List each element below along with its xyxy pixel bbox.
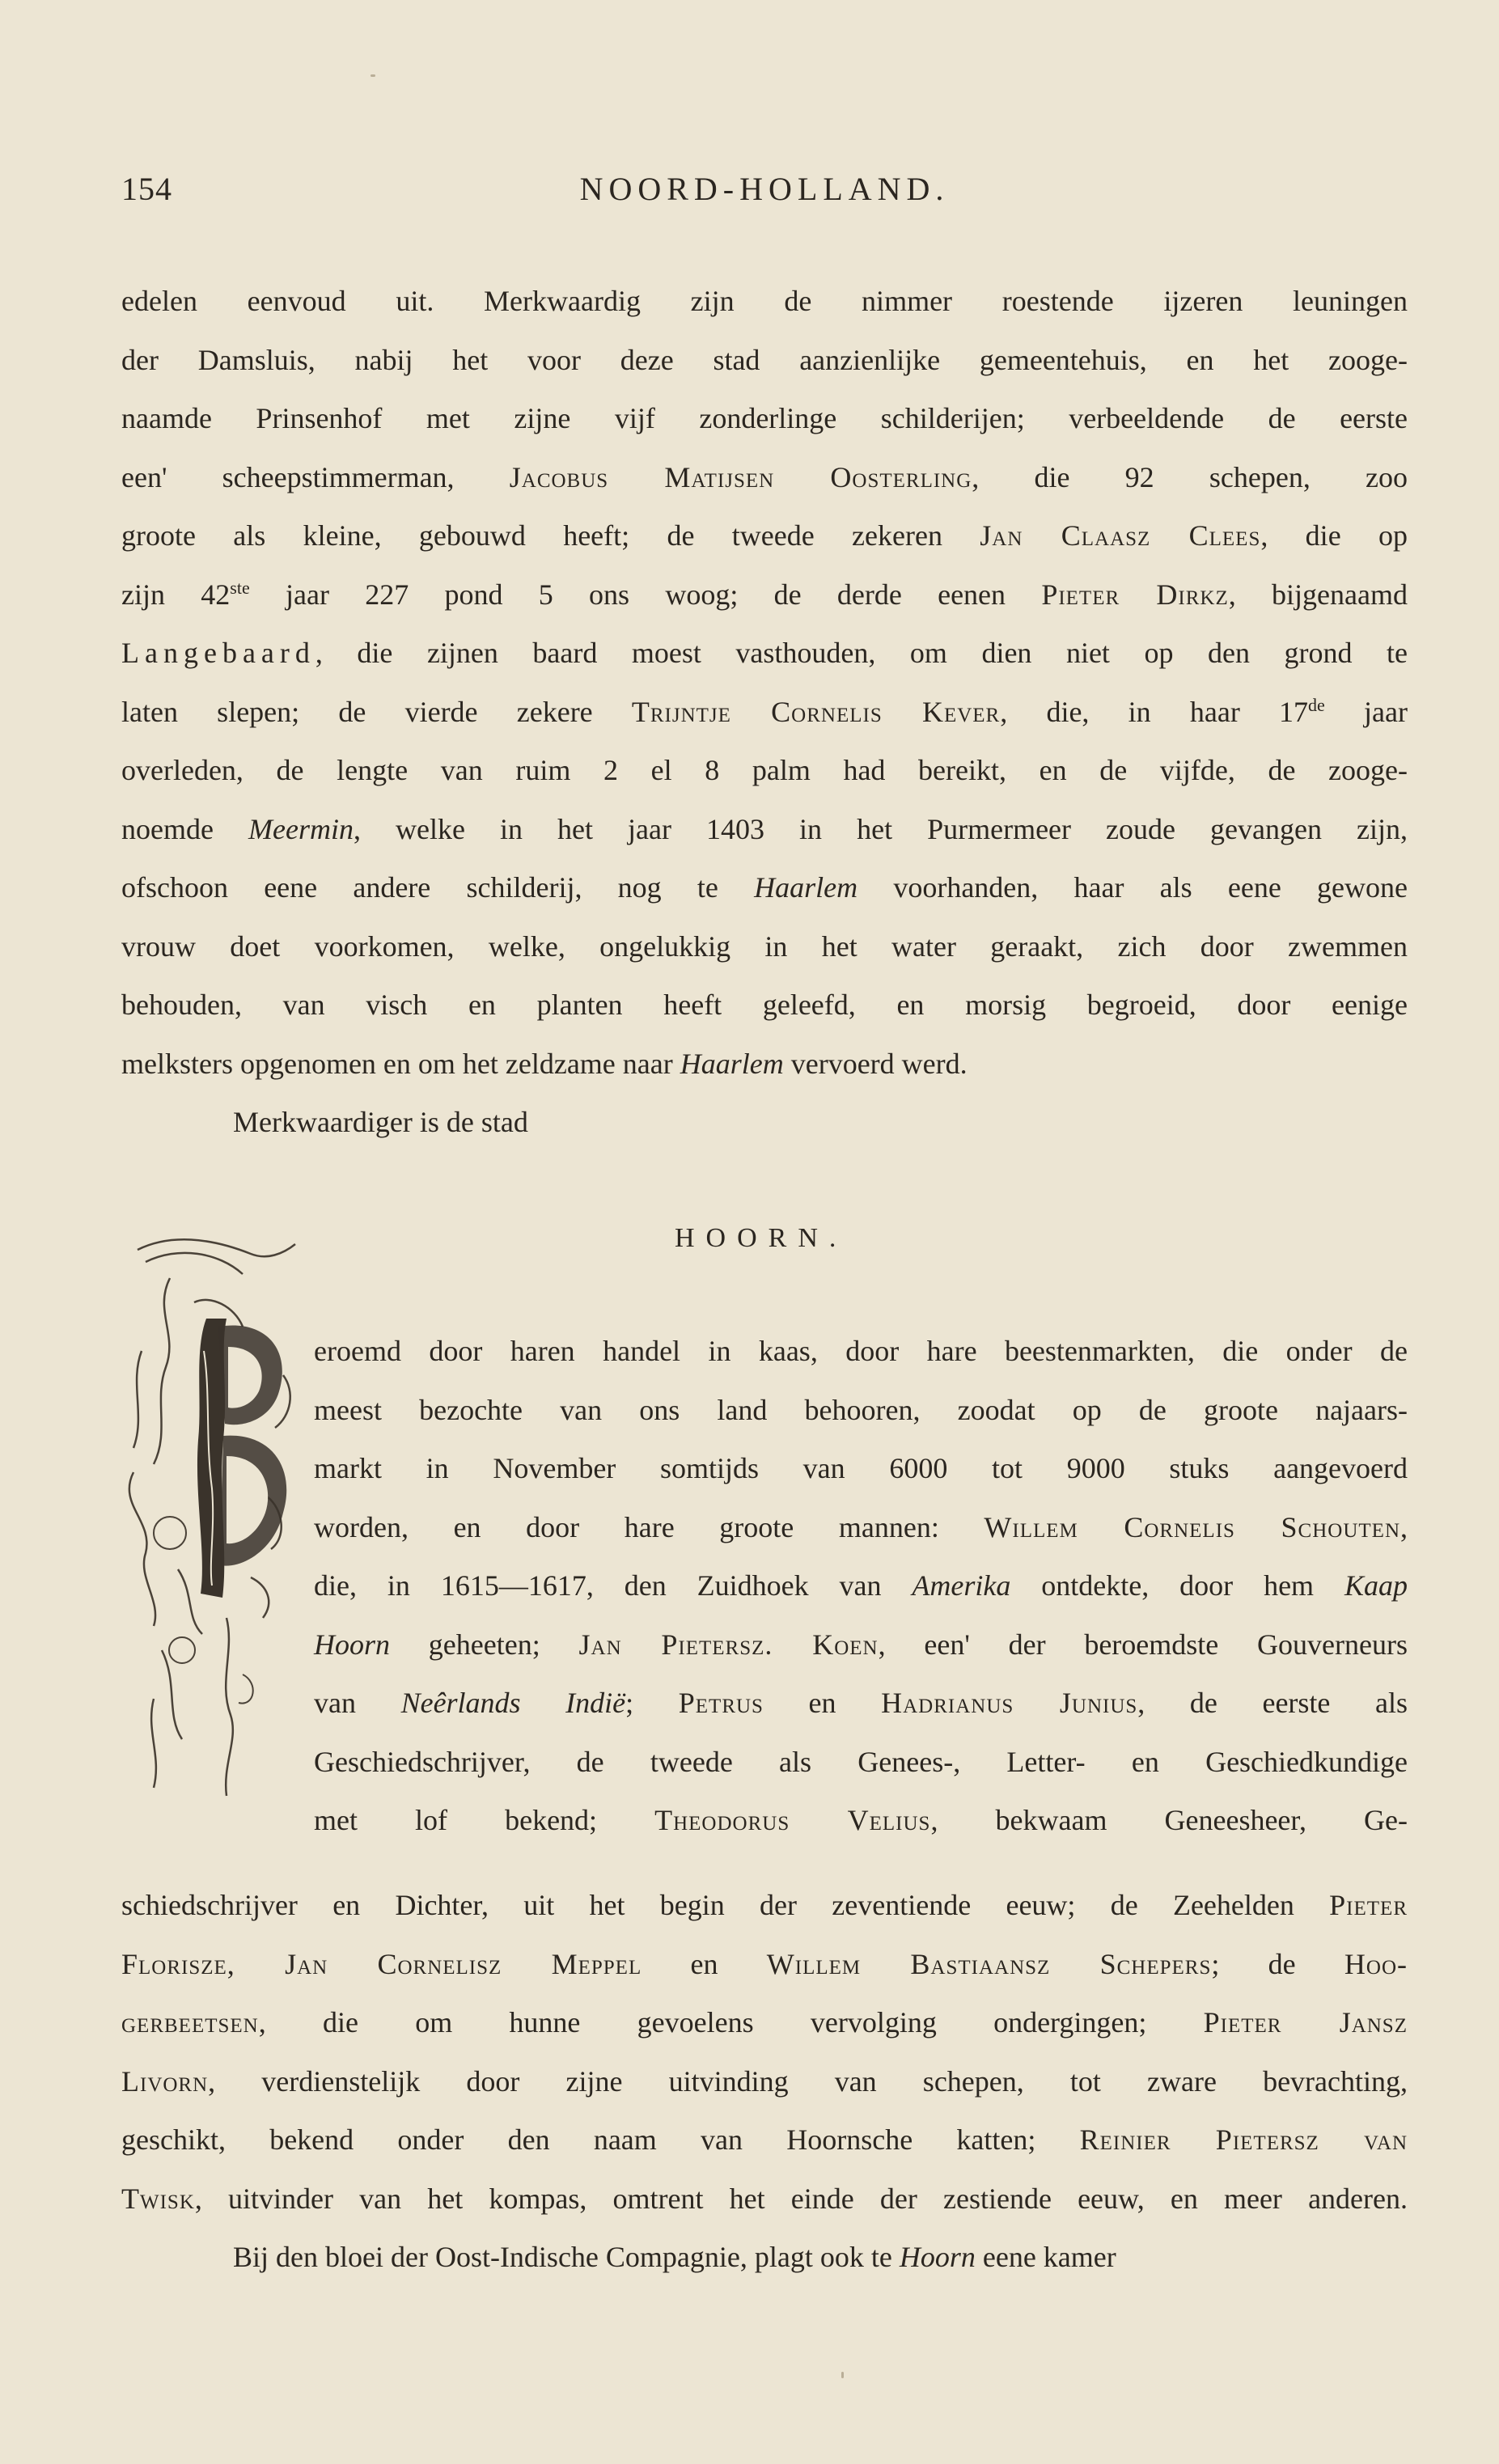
text-line: Twisk, uitvinder van het kompas, omtrent het einde der zestiende eeuw, en meer anderen. [121, 2182, 1408, 2215]
paper-speck [371, 74, 375, 77]
person-name: Pieter Dirkz [1041, 578, 1229, 611]
text-line: naamde Prinsenhof met zijne vijf zonderlinge schilderijen; verbeeldende de eerste [121, 402, 1408, 434]
text-line: die, in 1615—1617, den Zuidhoek van Amerika ontdekte, door hem Kaap [314, 1569, 1408, 1602]
text-line: Bij den bloei der Oost-Indische Compagnie, plagt ook te Hoorn eene kamer [233, 2241, 1116, 2273]
paragraph-damsluis [121, 272, 1408, 1152]
person-name: Theodorus Velius [654, 1804, 931, 1836]
text-line: een' scheepstimmerman, Jacobus Matijsen Oosterling, die 92 schepen, zoo [121, 460, 1408, 493]
text-line: vrouw doet voorkomen, welke, ongelukkig in het water geraakt, zich door zwemmen [121, 929, 1408, 963]
text-line: met lof bekend; Theodorus Velius, bekwaam Geneesheer, Ge- [314, 1804, 1408, 1836]
place-name: Kaap [1344, 1569, 1408, 1602]
page-header [121, 170, 1408, 227]
text-line: laten slepen; de vierde zekere Trijntje Cornelis Kever, die, in haar 17de jaar [121, 694, 1408, 728]
text-line: worden, en door hare groote mannen: Willem Cornelis Schouten, [314, 1510, 1408, 1543]
person-name: Willem Cornelis Schouten [984, 1510, 1400, 1543]
page-number: 154 [121, 171, 172, 207]
text-line: gerbeetsen, die om hunne gevoelens vervolging ondergingen; Pieter Jansz [121, 2006, 1408, 2039]
person-name: Hoo- [1344, 1947, 1408, 1980]
person-name: Willem Bastiaansz Schepers [766, 1947, 1212, 1980]
paragraph-hoorn-continued [121, 1876, 1408, 2287]
person-name: gerbeetsen [121, 2006, 259, 2039]
section-title: HOORN. [675, 1223, 848, 1253]
text-line: Hoorn geheeten; Jan Pietersz. Koen, een' der beroemdste Gouverneurs [314, 1628, 1408, 1661]
paragraph-hoorn-intro [314, 1322, 1408, 1850]
text-line: Geschiedschrijver, de tweede als Genees-, Letter- en Geschiedkundige [314, 1745, 1408, 1778]
person-name: Jan Claasz Clees [980, 519, 1261, 552]
text-line: der Damsluis, nabij het voor deze stad aanzienlijke gemeentehuis, en het zooge- [121, 343, 1408, 376]
text-line: Florisze, Jan Cornelisz Meppel en Willem Bastiaansz Schepers; de Hoo- [121, 1947, 1408, 1980]
paper-speck [841, 2372, 844, 2378]
text-line: ofschoon eene andere schilderij, nog te Haarlem voorhanden, haar als eene gewone [121, 871, 1408, 904]
text-line: Merkwaardiger is de stad [233, 1106, 528, 1138]
place-name: Hoorn [899, 2241, 976, 2273]
text-line: schiedschrijver en Dichter, uit het begin der zeventiende eeuw; de Zeehelden Pieter [121, 1889, 1408, 1921]
person-name: Jan Pietersz. Koen [578, 1628, 879, 1661]
person-name: Twisk [121, 2182, 195, 2215]
text-line: overleden, de lengte van ruim 2 el 8 palm had bereikt, en de vijfde, de zooge- [121, 754, 1408, 786]
person-name: Hadrianus Junius [881, 1687, 1138, 1719]
text-line: meest bezochte van ons land behooren, zoodat op de groote najaars- [314, 1393, 1408, 1426]
text-line: zijn 42ste jaar 227 pond 5 ons woog; de derde eenen Pieter Dirkz, bijgenaamd [121, 577, 1408, 611]
decorated-initial [121, 1230, 311, 1804]
place-name: Neêrlands Indië [400, 1687, 626, 1719]
text-line: noemde Meermin, welke in het jaar 1403 in het Purmermeer zoude gevangen zijn, [121, 812, 1408, 845]
ornament-icon [121, 1230, 311, 1804]
text-line: Langebaard, die zijnen baard moest vasthouden, om dien niet op den grond te [121, 637, 1408, 669]
text-line: markt in November somtijds van 6000 tot 9000 stuks aangevoerd [314, 1452, 1408, 1484]
text-line: van Neêrlands Indië; Petrus en Hadrianus Junius, de eerste als [314, 1687, 1408, 1719]
text-line: melksters opgenomen en om het zeldzame naar Haarlem vervoerd werd. [121, 1047, 968, 1080]
text-line: geschikt, bekend onder den naam van Hoornsche katten; Reinier Pietersz van [121, 2123, 1408, 2156]
spaced-nickname: Langebaard [121, 637, 315, 669]
person-name: Florisze, Jan Cornelisz Meppel [121, 1947, 642, 1980]
place-name: Hoorn [314, 1628, 391, 1661]
person-name: Pieter [1329, 1889, 1408, 1921]
running-head: NOORD-HOLLAND. [579, 171, 950, 207]
text-line: edelen eenvoud uit. Merkwaardig zijn de nimmer roestende ijzeren leuningen [121, 285, 1408, 317]
text-line: eroemd door haren handel in kaas, door hare beestenmarkten, die onder de [314, 1335, 1408, 1367]
italic-name: Meermin [248, 812, 354, 845]
person-name: Livorn [121, 2064, 209, 2098]
person-name: Jacobus Matijsen Oosterling [509, 460, 972, 493]
person-name: Petrus [678, 1687, 764, 1719]
person-name: Trijntje Cornelis Kever [631, 695, 1001, 728]
place-name: Amerika [912, 1569, 1011, 1602]
place-name: Haarlem [680, 1047, 784, 1080]
text-line: Livorn, verdienstelijk door zijne uitvinding van schepen, tot zware bevrachting, [121, 2064, 1408, 2098]
person-name: Reinier Pietersz van [1079, 2123, 1408, 2156]
place-name: Haarlem [754, 871, 858, 904]
person-name: Pieter Jansz [1203, 2006, 1408, 2039]
text-line: behouden, van visch en planten heeft geleefd, en morsig begroeid, door eenige [121, 989, 1408, 1021]
text-line: groote als kleine, gebouwd heeft; de tweede zekeren Jan Claasz Clees, die op [121, 519, 1408, 552]
